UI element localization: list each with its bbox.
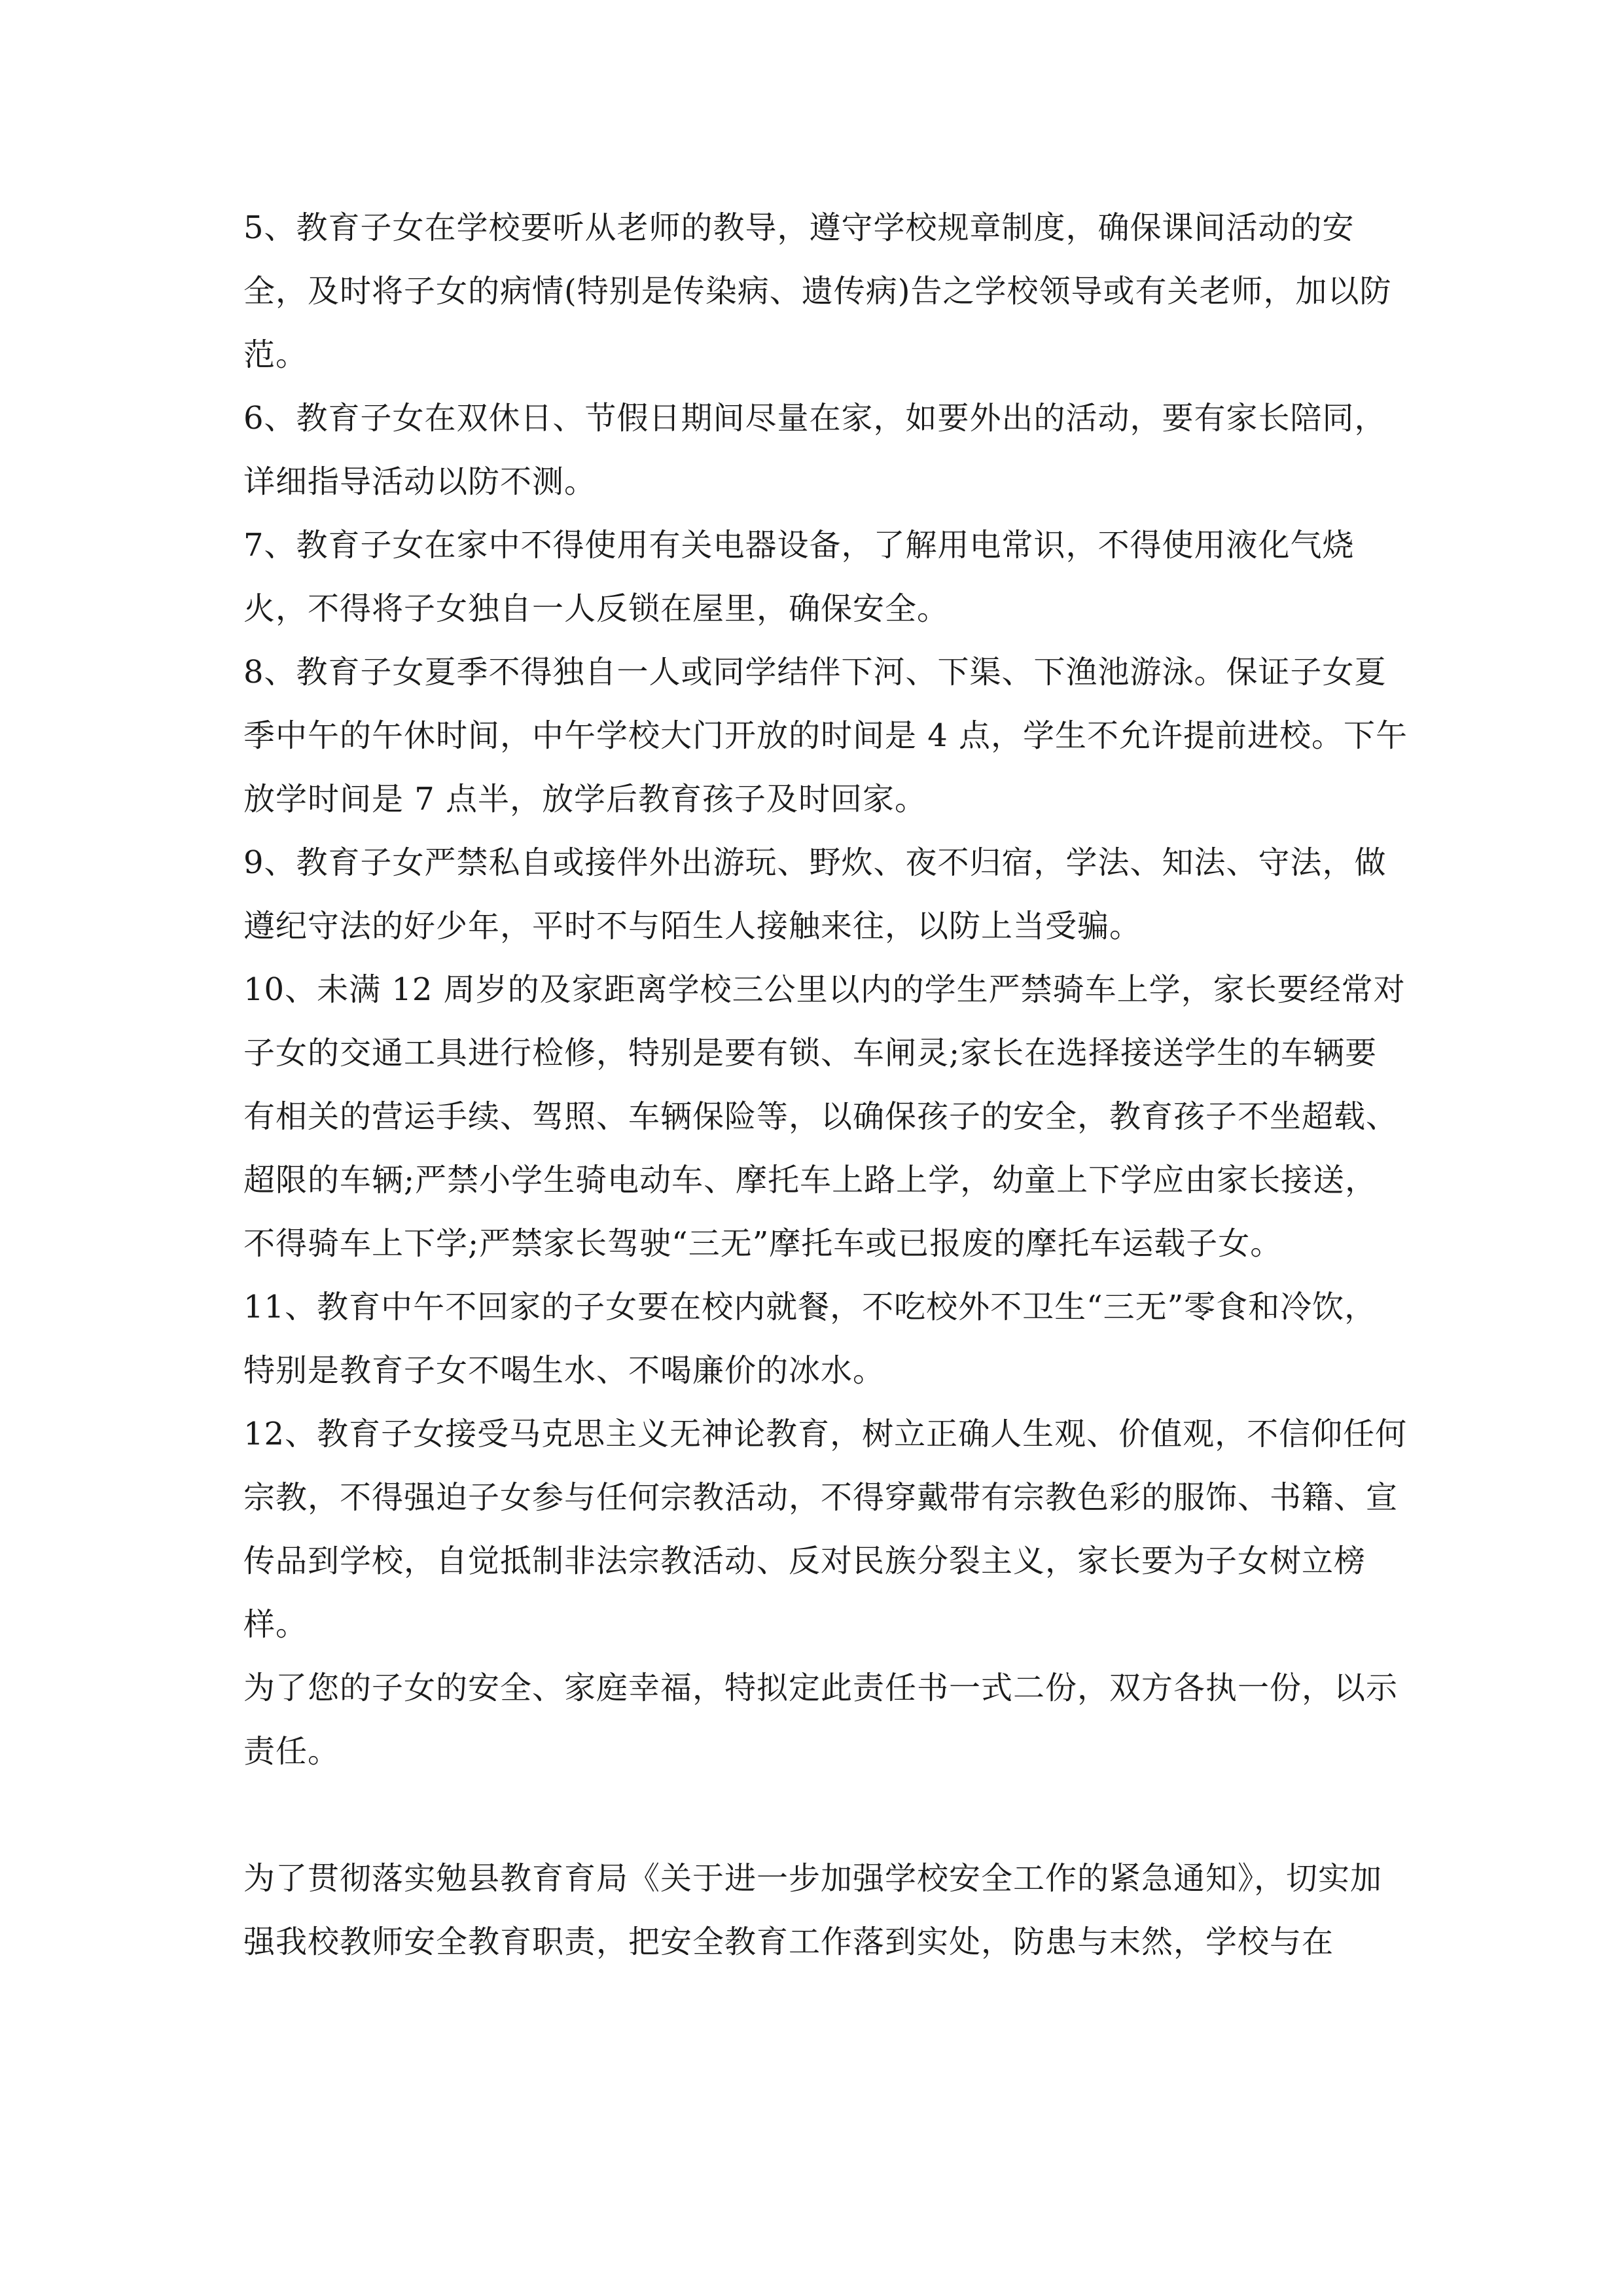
paragraph-item-12: 12、教育子女接受马克思主义无神论教育，树立正确人生观、价值观，不信仰任何宗教，不得强迫子女参与任何宗教活动，不得穿戴带有宗教色彩的服饰、书籍、宣传品到学校，自觉抵制非法宗教活动、反对民族分裂主义，家长要为子女树立榜样。 — [243, 1416, 1408, 1643]
paragraph-item-5: 5、教育子女在学校要听从老师的教导，遵守学校规章制度，确保课间活动的安全，及时将子女的病情(特别是传染病、遗传病)告之学校领导或有关老师，加以防范。 — [243, 209, 1392, 373]
paragraph-spacer — [243, 1784, 1408, 1847]
paragraph-item-7: 7、教育子女在家中不得使用有关电器设备，了解用电常识，不得使用液化气烧火，不得将子女独自一人反锁在屋里，确保安全。 — [243, 527, 1355, 627]
paragraph-responsibility-note: 为了您的子女的安全、家庭幸福，特拟定此责任书一式二份，双方各执一份，以示责任。 — [243, 1670, 1399, 1770]
paragraph-item-8: 8、教育子女夏季不得独自一人或同学结伴下河、下渠、下渔池游泳。保证子女夏季中午的午休时间，中午学校大门开放的时间是 4 点，学生不允许提前进校。下午放学时间是 7 点半，放学后教育孩子及时回家。 — [243, 654, 1408, 817]
paragraph-item-9: 9、教育子女严禁私自或接伴外出游玩、野炊、夜不归宿，学法、知法、守法，做遵纪守法的好少年，平时不与陌生人接触来往，以防上当受骗。 — [243, 844, 1387, 944]
paragraph-item-10: 10、未满 12 周岁的及家距离学校三公里以内的学生严禁骑车上学，家长要经常对子女的交通工具进行检修，特别是要有锁、车闸灵;家长在选择接送学生的车辆要有相关的营运手续、驾照、车辆保险等，以确保孩子的安全，教育孩子不坐超载、超限的车辆;严禁小学生骑电动车、摩托车上路上学，幼童上下学应由家长接送，不得骑车上下学;严禁家长驾驶“三无”摩托车或已报废的摩托车运载子女。 — [243, 971, 1406, 1262]
paragraph-closing: 为了贯彻落实勉县教育育局《关于进一步加强学校安全工作的紧急通知》，切实加强我校教师安全教育职责，把安全教育工作落到实处，防患与末然，学校与在 — [243, 1860, 1383, 1960]
document-body — [243, 196, 1408, 1974]
paragraph-item-11: 11、教育中午不回家的子女要在校内就餐，不吃校外不卫生“三无”零食和冷饮，特别是教育子女不喝生水、不喝廉价的冰水。 — [243, 1289, 1377, 1389]
paragraph-item-6: 6、教育子女在双休日、节假日期间尽量在家，如要外出的活动，要有家长陪同，详细指导活动以防不测。 — [243, 400, 1387, 500]
